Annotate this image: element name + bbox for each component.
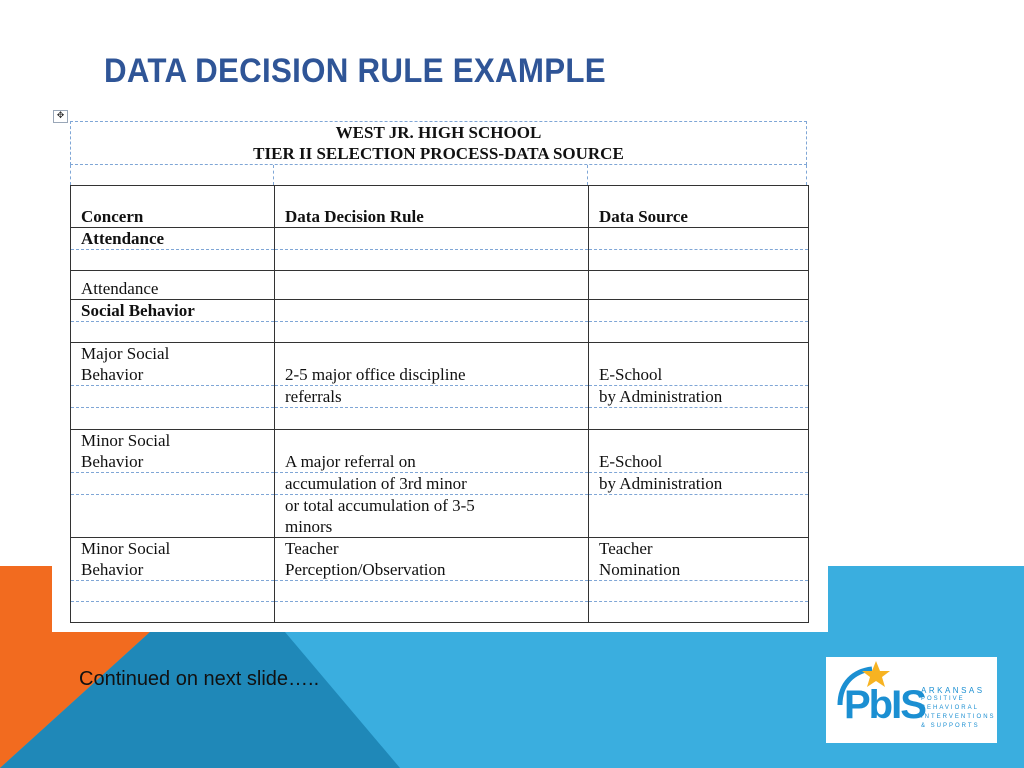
major-source-line-1: E-School	[589, 343, 809, 386]
minor-source-line-1: E-School	[589, 430, 809, 473]
slide-title: DATA DECISION RULE EXAMPLE	[104, 52, 606, 90]
major-rule-line-1: 2-5 major office discipline	[275, 343, 589, 386]
minor-rule-line-4: minors	[285, 517, 333, 536]
logo-line: & SUPPORTS	[921, 723, 980, 729]
process-subtitle: TIER II SELECTION PROCESS-DATA SOURCE	[253, 144, 624, 163]
teacher-source-line-2: Nomination	[599, 560, 681, 579]
table-row	[71, 322, 809, 343]
attendance-heading: Attendance	[71, 228, 275, 250]
attendance-concern: Attendance	[71, 271, 275, 300]
major-concern-line-2: Behavior	[81, 365, 144, 384]
header-concern: Concern	[71, 186, 275, 228]
logo-line: POSITIVE	[921, 696, 965, 702]
teacher-rule-line-2: Perception/Observation	[285, 560, 446, 579]
table-row	[71, 271, 809, 300]
school-header	[70, 121, 807, 165]
teacher-concern-line-1: Minor Social	[81, 539, 171, 558]
logo-letters: PbIS	[844, 683, 925, 727]
logo-line: BEHAVIORAL	[921, 705, 979, 711]
table-row	[71, 538, 809, 581]
table-row	[71, 300, 809, 322]
table-header-row	[71, 186, 809, 228]
school-name: WEST JR. HIGH SCHOOL	[335, 123, 542, 142]
table-row	[71, 408, 809, 430]
spacer-row	[70, 165, 807, 185]
table-row	[71, 473, 809, 495]
table-row	[71, 602, 809, 623]
table-row	[71, 430, 809, 473]
teacher-rule-line-1: Teacher	[285, 539, 339, 558]
table-row	[71, 343, 809, 386]
continued-caption: Continued on next slide…..	[79, 668, 320, 690]
teacher-concern-line-2: Behavior	[81, 560, 144, 579]
minor-rule-line-3: or total accumulation of 3-5	[285, 496, 475, 515]
major-source-line-2: by Administration	[589, 386, 809, 408]
major-concern-line-1: Major Social	[81, 344, 170, 363]
minor-rule-line-2: accumulation of 3rd minor	[275, 473, 589, 495]
logo-text	[921, 686, 996, 731]
social-behavior-heading: Social Behavior	[71, 300, 275, 322]
minor-source-line-2: by Administration	[589, 473, 809, 495]
teacher-source-line-1: Teacher	[599, 539, 653, 558]
table-row	[71, 250, 809, 271]
table-row	[71, 581, 809, 602]
data-decision-table	[70, 185, 809, 623]
table-row	[71, 386, 809, 408]
major-rule-line-2: referrals	[275, 386, 589, 408]
minor-rule-line-1: A major referral on	[275, 430, 589, 473]
logo-line: INTERVENTIONS	[921, 714, 996, 720]
header-source: Data Source	[589, 186, 809, 228]
table-row	[71, 228, 809, 250]
minor-concern-line-2: Behavior	[81, 452, 144, 471]
header-rule: Data Decision Rule	[275, 186, 589, 228]
logo-line: ARKANSAS	[921, 686, 985, 695]
document-table-container	[70, 121, 807, 623]
minor-concern-line-1: Minor Social	[81, 431, 171, 450]
table-row	[71, 495, 809, 538]
table-move-handle-icon[interactable]: ✥	[53, 110, 68, 123]
pbis-logo	[826, 657, 997, 743]
